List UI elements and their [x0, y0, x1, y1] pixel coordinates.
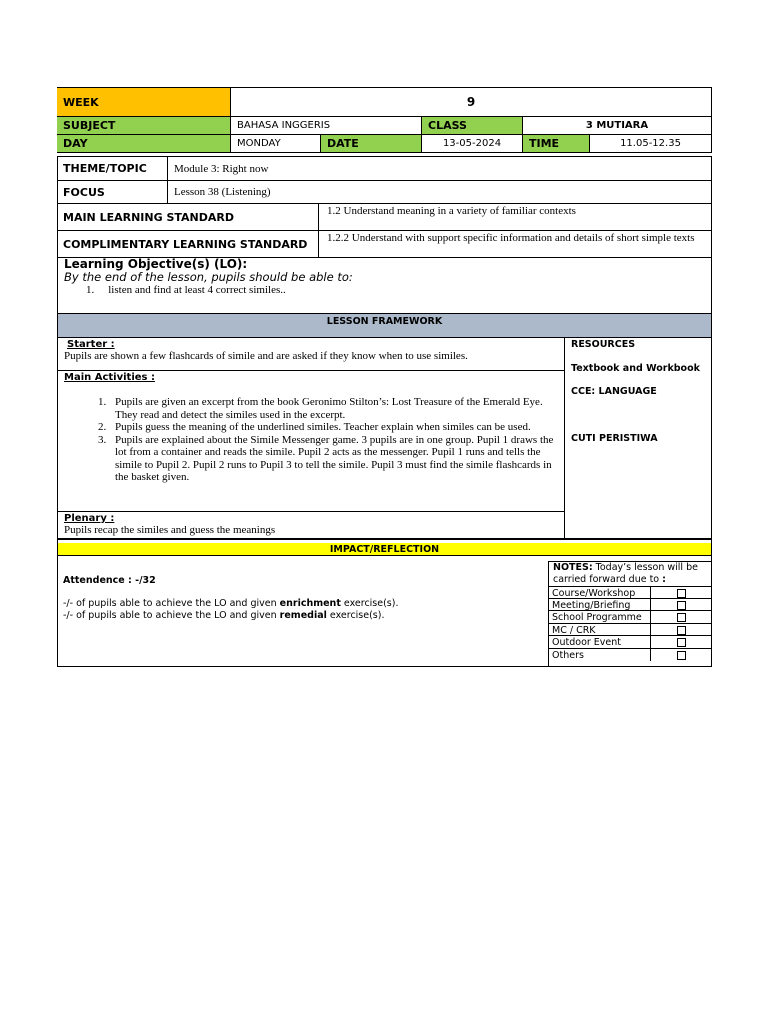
starter-divider — [57, 370, 565, 371]
enrichment-line: -/- of pupils able to achieve the LO and given enrichment exercise(s). — [63, 598, 399, 609]
week-value: 9 — [231, 88, 711, 117]
day-value: MONDAY — [231, 135, 321, 152]
class-value: 3 MUTIARA — [523, 117, 711, 135]
reasons-table — [548, 586, 712, 661]
reason-label: Meeting/Briefing — [548, 599, 651, 611]
checkbox[interactable] — [651, 599, 712, 611]
notes-text: NOTES: Today’s lesson will be carried forward due to : — [553, 562, 698, 585]
cuti-peristiwa-note: CUTI PERISTIWA — [571, 433, 658, 444]
reason-row — [548, 624, 712, 636]
reason-label: School Programme — [548, 611, 651, 623]
remedial-line: -/- of pupils able to achieve the LO and given remedial exercise(s). — [63, 610, 385, 621]
impact-divider — [57, 555, 712, 556]
checkbox[interactable] — [651, 649, 712, 661]
objectives-intro: By the end of the lesson, pupils should be able to: — [64, 270, 353, 284]
lesson-plan-sheet — [57, 87, 712, 667]
date-value: 13-05-2024 — [422, 135, 523, 152]
resources-value: Textbook and Workbook — [571, 363, 700, 374]
main-standard-label: MAIN LEARNING STANDARD — [57, 204, 319, 231]
main-activities-label: Main Activities : — [64, 372, 155, 383]
reason-row — [548, 586, 712, 599]
time-label: TIME — [523, 135, 590, 152]
resources-label: RESOURCES — [571, 339, 636, 350]
day-label: DAY — [57, 135, 231, 152]
checkbox[interactable] — [651, 587, 712, 599]
checkbox[interactable] — [651, 624, 712, 636]
complimentary-standard-label: COMPLIMENTARY LEARNING STANDARD — [57, 231, 319, 258]
time-value: 11.05-12.35 — [620, 138, 681, 149]
theme-label: THEME/TOPIC — [57, 157, 168, 181]
theme-value: Module 3: Right now — [168, 157, 711, 181]
main-activity-item: 3. Pupils are explained about the Simile Messenger game. 3 pupils are in one group. Pupil 1 draws the lot from a container and reads the simile. Pupil 2 acts as the messenger. Pupil 1 runs and tells the simile to Pupil 2. Pupil 2 runs to Pupil 3 to tell the simile. Pupil 3 must find the simile flashcards in the basket given. — [109, 434, 557, 484]
subject-value: BAHASA INGGERIS — [231, 117, 422, 135]
framework-title: LESSON FRAMEWORK — [58, 314, 711, 338]
objective-item: 1. listen and find at least 4 correct similes.. — [86, 284, 286, 296]
cce-label: CCE: LANGUAGE — [571, 386, 657, 397]
reason-label: MC / CRK — [548, 624, 651, 636]
starter-text: Pupils are shown a few flashcards of simile and are asked if they know when to use similes. — [64, 350, 468, 362]
complimentary-standard-value: 1.2.2 Understand with support specific information and details of short simple texts — [319, 231, 711, 258]
focus-value: Lesson 38 (Listening) — [168, 181, 711, 204]
class-label: CLASS — [422, 117, 523, 135]
reason-row — [548, 611, 712, 624]
main-standard-value: 1.2 Understand meaning in a variety of familiar contexts — [319, 204, 711, 231]
main-activity-item: 2. Pupils guess the meaning of the underlined similes. Teacher explain when similes can be used. — [109, 421, 557, 434]
subject-label: SUBJECT — [57, 117, 231, 135]
reason-label: Others — [548, 649, 651, 661]
checkbox[interactable] — [651, 611, 712, 623]
reason-row — [548, 599, 712, 611]
objectives-title: Learning Objective(s) (LO): — [64, 257, 248, 271]
starter-label: Starter : — [67, 339, 115, 350]
learning-objectives — [64, 258, 704, 313]
plenary-label: Plenary : — [64, 513, 115, 524]
main-activities-list — [57, 396, 557, 484]
plenary-text: Pupils recap the similes and guess the meanings — [64, 524, 276, 536]
reason-row — [548, 636, 712, 649]
impact-title: IMPACT/REFLECTION — [58, 543, 711, 555]
reason-label: Course/Workshop — [548, 587, 651, 599]
attendance: Attendence : -/32 — [63, 575, 156, 586]
date-label: DATE — [321, 135, 422, 152]
focus-label: FOCUS — [57, 181, 168, 204]
main-activity-item: 1. Pupils are given an excerpt from the book Geronimo Stilton’s: Lost Treasure of the Emerald Eye. They read and detect the similes used in the excerpt. — [109, 396, 557, 421]
checkbox[interactable] — [651, 636, 712, 648]
week-label: WEEK — [57, 88, 231, 117]
reason-row — [548, 649, 712, 661]
reason-label: Outdoor Event — [548, 636, 651, 648]
plenary-divider — [57, 511, 565, 512]
